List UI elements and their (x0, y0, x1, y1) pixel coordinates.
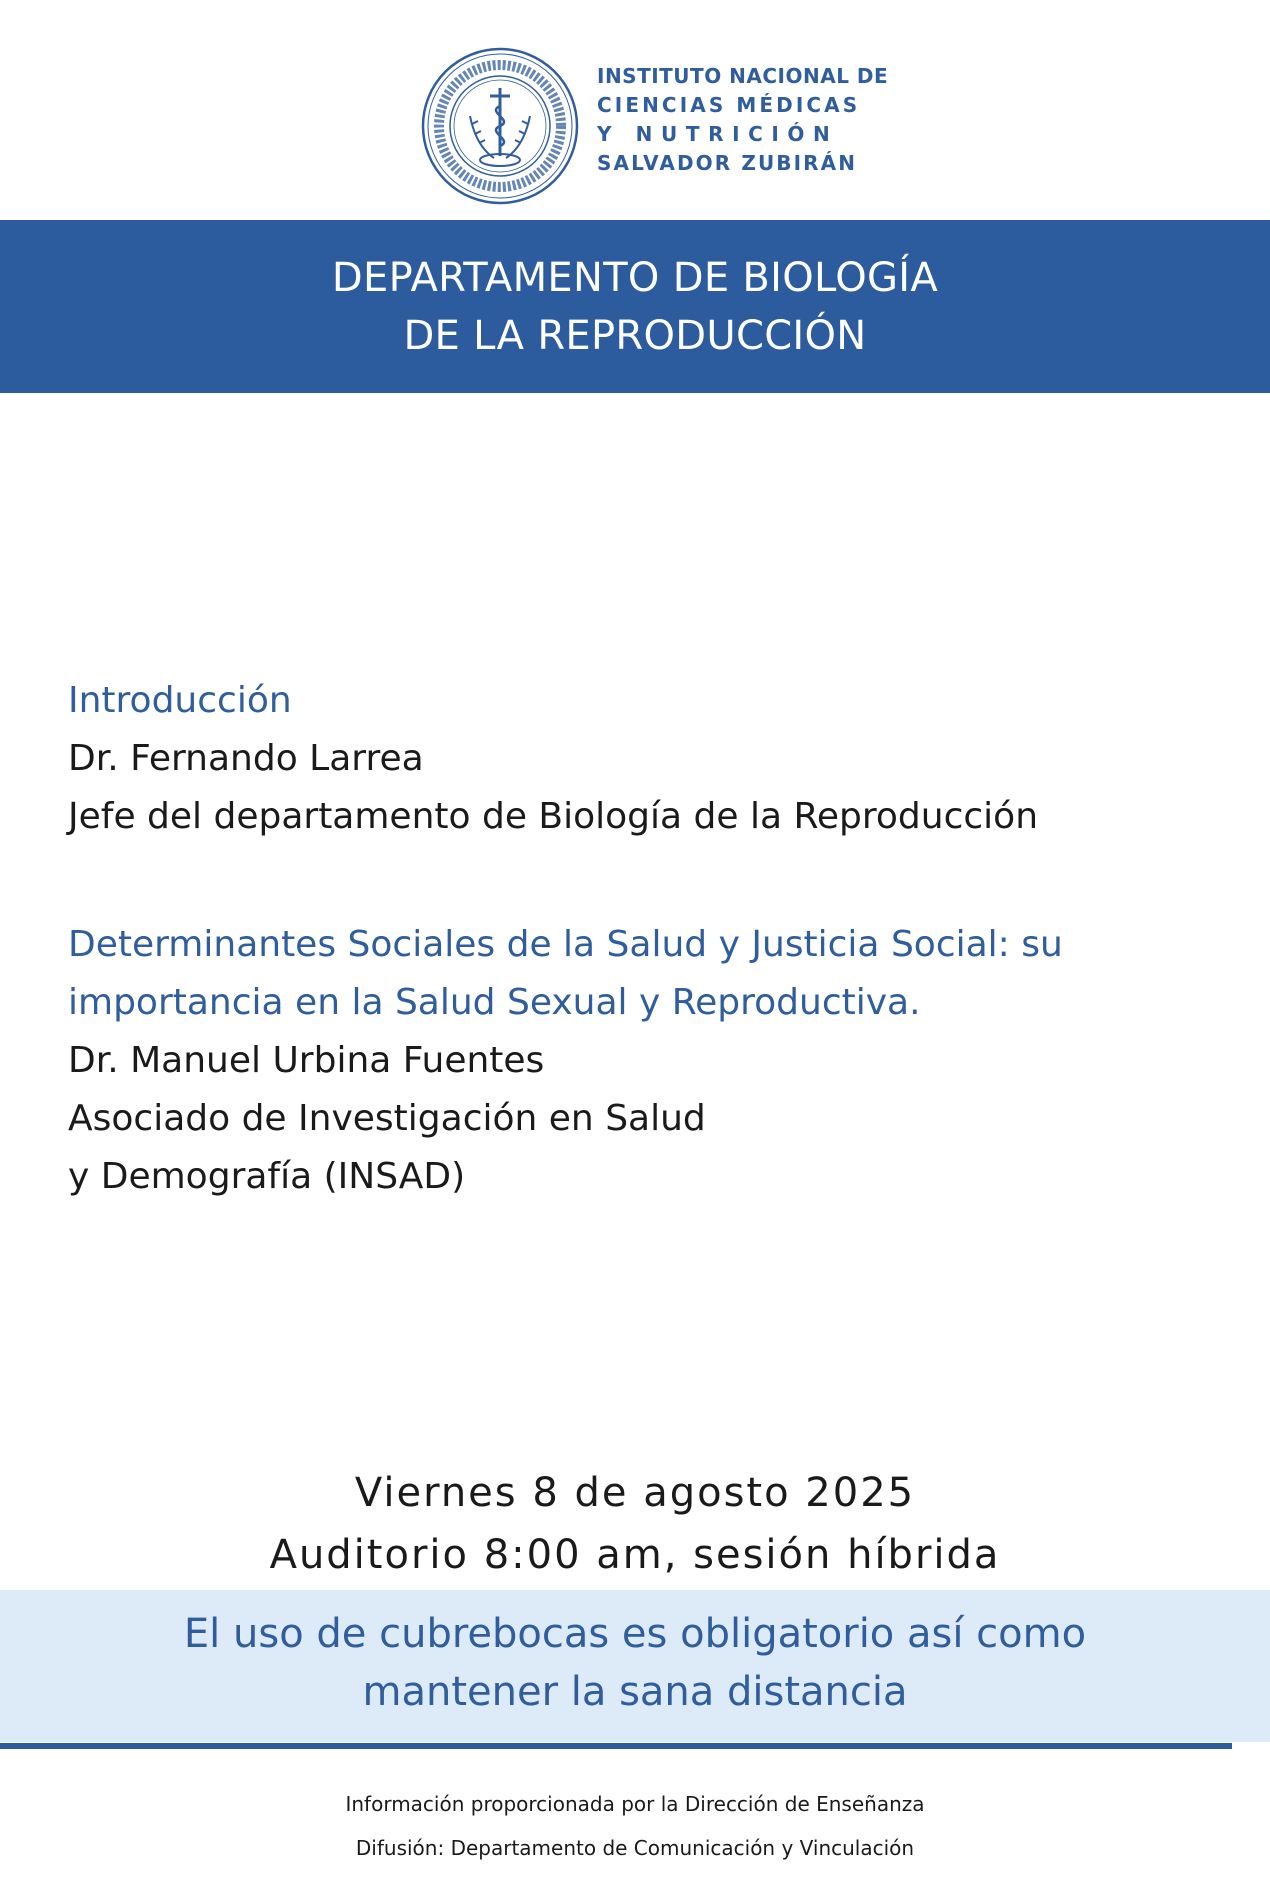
talk-speaker: Dr. Manuel Urbina Fuentes (68, 1040, 545, 1081)
institution-name-line2: CIENCIAS MÉDICAS (597, 93, 861, 117)
program (68, 672, 1218, 1206)
header (0, 38, 1270, 208)
intro-speaker: Dr. Fernando Larrea (68, 738, 424, 779)
department-title-line1: DEPARTAMENTO DE BIOLOGÍA (331, 255, 939, 301)
notice-line1: El uso de cubrebocas es obligatorio así como (183, 1611, 1087, 1657)
department-title-line2: DE LA REPRODUCCIÓN (403, 313, 867, 359)
department-banner (0, 220, 1270, 393)
institution-name-line4: SALVADOR ZUBIRÁN (597, 151, 858, 175)
institution-name (597, 62, 897, 178)
event-date: Viernes 8 de agosto 2025 (354, 1470, 916, 1516)
program-spacer (68, 846, 1218, 916)
talk-title-line2: importancia en la Salud Sexual y Reproductiva. (68, 982, 921, 1023)
intro-role: Jefe del departamento de Biología de la Reproducción (68, 796, 1039, 837)
notice-line2: mantener la sana distancia (362, 1669, 908, 1715)
mask-notice (0, 1590, 1270, 1742)
footer-line2: Difusión: Departamento de Comunicación y Vinculación (355, 1836, 915, 1860)
footer (0, 1782, 1270, 1870)
event-place-time: Auditorio 8:00 am, sesión híbrida (269, 1532, 1001, 1578)
divider (0, 1743, 1232, 1749)
institution-name-line1: INSTITUTO NACIONAL DE (597, 64, 889, 88)
intro-title: Introducción (68, 680, 292, 721)
footer-line1: Información proporcionada por la Dirección de Enseñanza (345, 1792, 925, 1816)
talk-title-line1: Determinantes Sociales de la Salud y Justicia Social: su (68, 924, 1063, 965)
event-details (0, 1462, 1270, 1586)
institutional-seal-icon (420, 46, 580, 206)
talk-affiliation-line2: y Demografía (INSAD) (68, 1156, 466, 1197)
institution-name-line3: Y NUTRICIÓN (597, 122, 839, 146)
talk-affiliation-line1: Asociado de Investigación en Salud (68, 1098, 706, 1139)
